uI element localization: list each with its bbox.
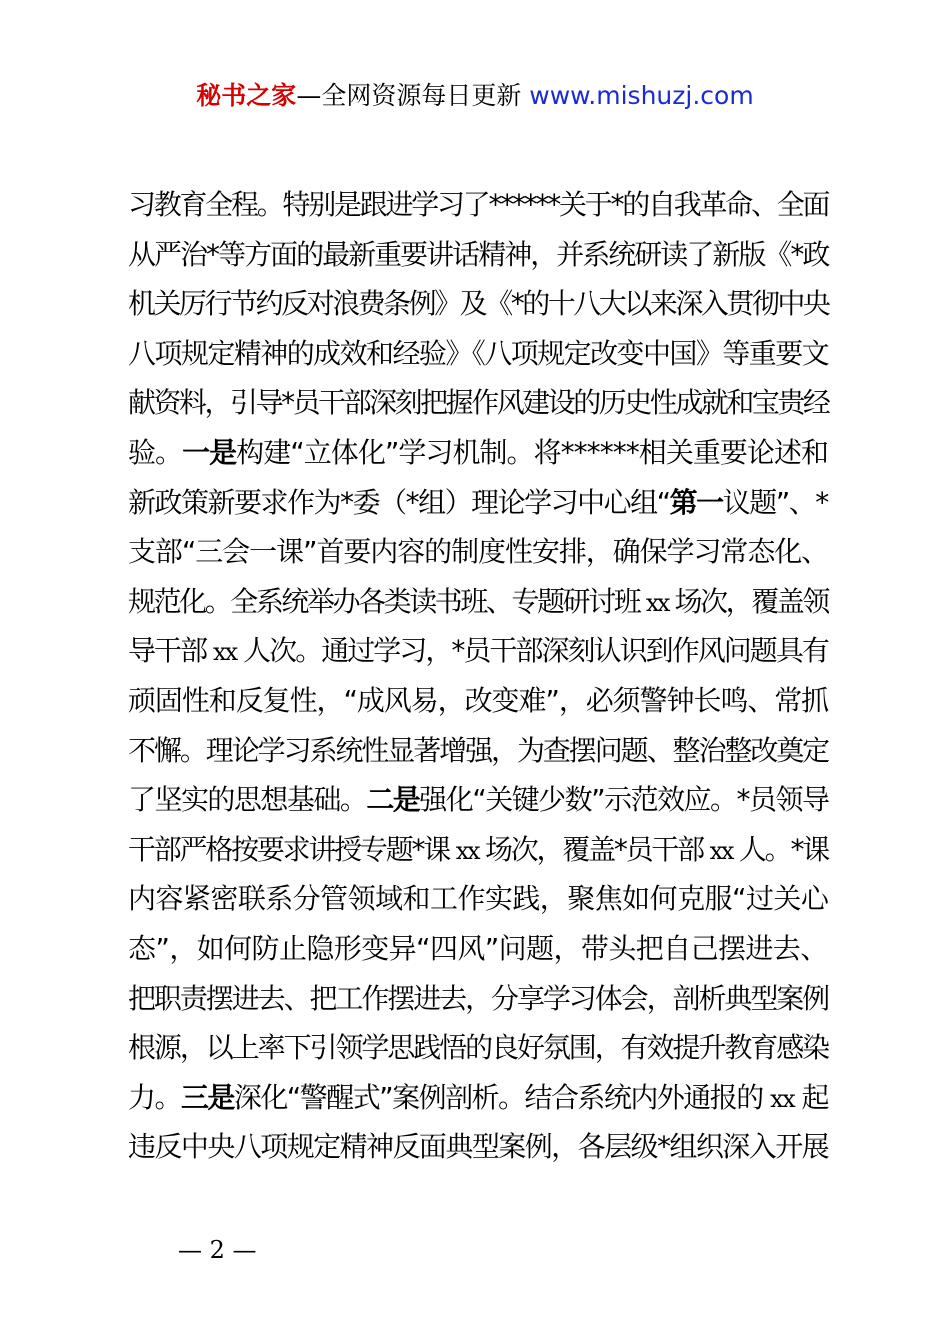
text-line [128,924,828,974]
text-segment: 习教育全程。特别是跟进学习了******关于*的自我革命、全面 [128,188,829,221]
text-line [128,1122,828,1172]
brand-name: 秘书之家 [196,81,297,110]
text-segment: 根源，以上率下引领学思践悟的良好氛围，有效提升教育感染 [128,1031,829,1065]
text-segment: 了坚实的思想基础。 [128,783,367,817]
header-tagline: —全网资源每日更新 [296,81,530,110]
text-segment: 把职责摆进去、把工作摆进去，分享学习体会，剖析典型案例 [128,981,829,1015]
text-segment: 从严治*等方面的最新重要讲话精神，并系统研读了新版《*政 [128,237,829,271]
bold-marker: 二是 [366,783,420,817]
bold-marker: 第一 [669,485,723,519]
text-segment: 场次，覆盖*员干部 [478,832,710,866]
text-segment: 强化“关键少数”示范效应。*员领导 [419,783,829,817]
text-segment: 内容紧密联系分管领域和工作实践，聚焦如何克服“过关心 [128,882,829,916]
text-segment: 不懈。理论学习系统性显著增强，为查摆问题、整治整改奠定 [128,733,829,767]
text-line [128,279,828,329]
text-line [128,775,828,825]
text-line [128,676,828,726]
text-segment: 新政策新要求作为*委（*组）理论学习中心组“ [128,485,670,519]
placeholder-xx: xx [645,588,669,617]
text-line [128,726,828,776]
text-segment: 违反中央八项规定精神反面典型案例，各层级*组织深入开展 [128,1130,829,1164]
text-line [128,825,828,875]
text-line [128,378,828,428]
text-segment: 场次，覆盖领 [668,584,828,618]
page-number: — 2 — [178,1236,257,1264]
text-line [128,577,828,627]
text-segment: 导干部 [128,634,214,668]
text-segment: 构建“立体化”学习机制。将******相关重要论述和 [236,435,829,469]
placeholder-xx: xx [770,1084,795,1113]
text-line [128,626,828,676]
text-line [128,974,828,1024]
text-segment: 力。 [128,1080,181,1114]
placeholder-xx: xx [213,638,237,667]
website-link[interactable]: www.mishuzj.com [529,81,754,110]
placeholder-xx: xx [709,836,733,865]
placeholder-xx: xx [455,836,479,865]
text-segment: 起 [794,1080,828,1114]
text-line [128,428,828,478]
text-line [128,230,828,280]
text-segment: 人。*课 [732,832,828,866]
text-line [128,527,828,577]
text-segment: 议题”、* [722,485,828,519]
text-segment: 深化“警醒式”案例剖析。结合系统内外通报的 [233,1080,771,1114]
text-line [128,1023,828,1073]
text-segment: 支部“三会一课”首要内容的制度性安排，确保学习常态化、 [128,535,829,569]
text-segment: 顽固性和反复性，“成风易，改变难”，必须警钟长鸣、常抓 [128,683,829,717]
text-segment: 验。 [128,435,183,469]
text-segment: 献资料，引导*员干部深刻把握作风建设的历史性成就和宝贵经 [128,386,829,420]
header-banner [0,80,950,112]
text-line [128,329,828,379]
text-segment: 干部严格按要求讲授专题*课 [128,832,456,866]
text-line [128,874,828,924]
text-line [128,180,828,230]
bold-marker: 一是 [182,435,237,469]
bold-marker: 三是 [180,1080,234,1114]
text-segment: 机关厉行节约反对浪费条例》及《*的十八大以来深入贯彻中央 [128,287,829,321]
text-segment: 态”，如何防止隐形变异“四风”问题，带头把自己摆进去、 [128,931,828,965]
text-segment: 规范化。全系统举办各类读书班、专题研讨班 [128,584,646,618]
text-segment: 八项规定精神的成效和经验》《八项规定改变中国》等重要文 [128,336,829,370]
text-line [128,1073,828,1123]
text-segment: 人次。通过学习，*员干部深刻认识到作风问题具有 [236,634,828,668]
document-body [128,180,828,1172]
text-line [128,478,828,528]
